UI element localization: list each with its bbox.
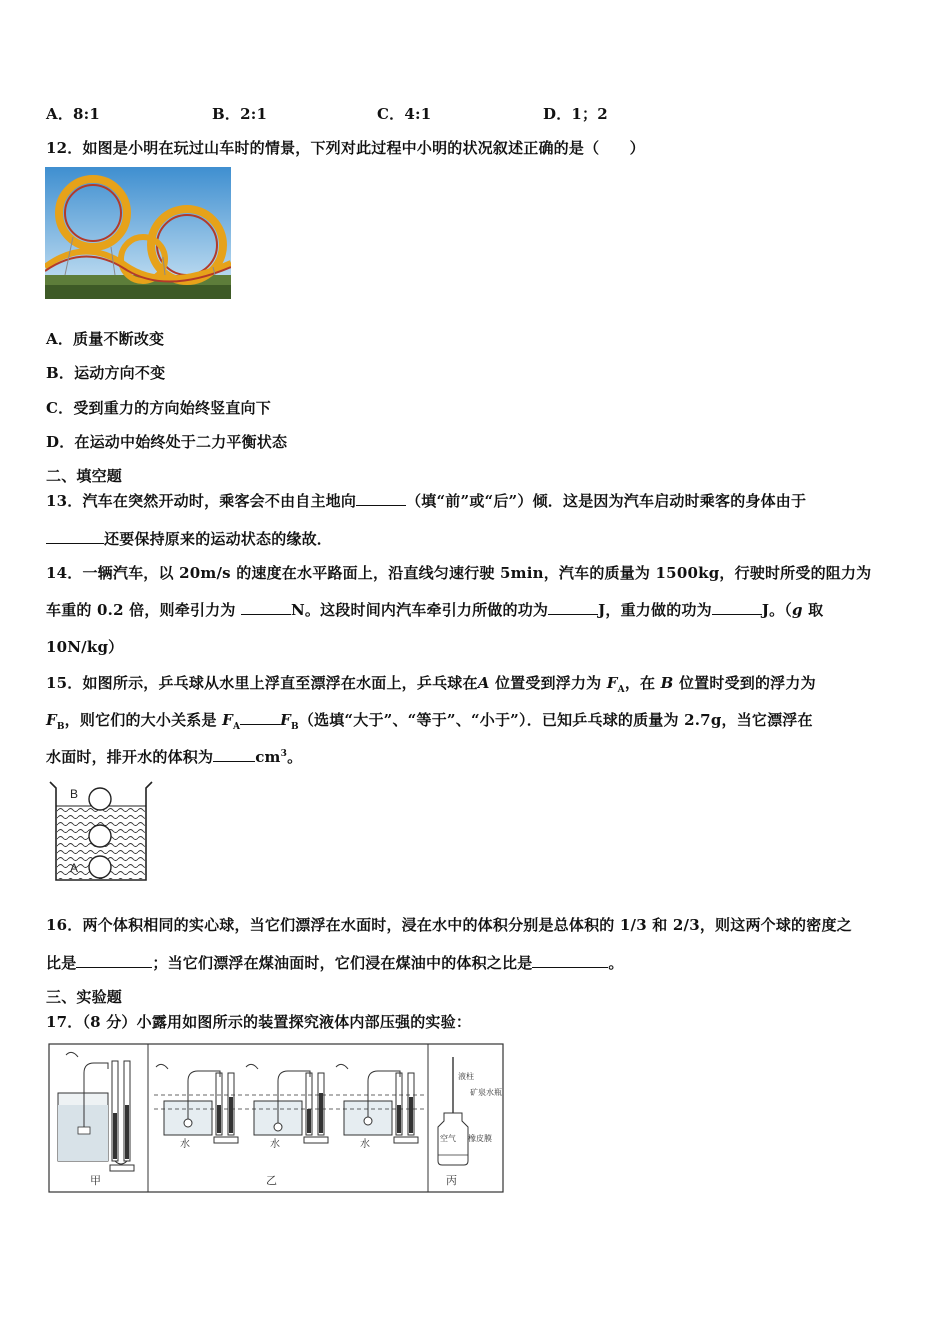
fig-label-jia: 甲 xyxy=(90,1175,101,1187)
q16-line1: 16．两个体积相同的实心球，当它们漂浮在水面时，浸在水中的体积分别是总体积的 1/3 和 2/3，则这两个球的密度之 xyxy=(46,916,852,934)
fig-label-water-3: 水 xyxy=(360,1139,370,1150)
q15-sub-b: B xyxy=(56,722,65,732)
q14-text-a: 车重的 0.2 倍，则牵引力为 xyxy=(46,601,236,619)
q15-line3 xyxy=(46,746,302,767)
q14-text-e: 取 xyxy=(802,601,824,619)
q12-option-c: C．受到重力的方向始终竖直向下 xyxy=(46,399,271,417)
q13-text-c: 还要保持原来的运动状态的缘故． xyxy=(104,530,333,548)
q16-text-c: 。 xyxy=(608,954,624,972)
q15-text-a: 15．如图所示，乒乓球从水里上浮直至漂浮在水面上，乒乓球在 xyxy=(46,674,478,692)
q13-blank-2[interactable] xyxy=(46,529,104,544)
q15-sub-a: A xyxy=(617,685,625,695)
q11-option-a: A．8:1 xyxy=(46,105,101,123)
q14-text-c: J，重力做的功为 xyxy=(598,601,712,619)
q15-text-e: ，则它们的大小关系是 xyxy=(64,711,223,729)
q12-stem: 12．如图是小明在玩过山车时的情景，下列对此过程中小明的状况叙述正确的是（ ） xyxy=(46,139,645,157)
q16-text-a: 比是 xyxy=(46,954,77,972)
q15-line2 xyxy=(46,709,813,732)
q15-f-a: F xyxy=(606,674,618,692)
q11-option-b: B．2:1 xyxy=(212,105,268,123)
fig-label-bing: 丙 xyxy=(446,1175,457,1187)
q16-blank-1[interactable] xyxy=(76,953,152,968)
q15-text-h: 。 xyxy=(287,748,303,766)
q15-line1 xyxy=(46,672,816,695)
q15-text-c: ，在 xyxy=(624,674,661,692)
q15-unit-sup: 3 xyxy=(280,749,288,759)
q16-blank-2[interactable] xyxy=(532,953,608,968)
q12-option-b: B．运动方向不变 xyxy=(46,364,166,382)
q15-f-a2: F xyxy=(222,711,233,729)
beaker-label-b: B xyxy=(70,787,79,801)
fig-label-air: 空气 xyxy=(440,1134,456,1143)
q15-unit: cm xyxy=(255,748,281,766)
q11-options xyxy=(46,103,906,123)
q15-f-b: F xyxy=(46,711,57,729)
pressure-experiment-figure xyxy=(48,1043,504,1193)
section3-title: 三、实验题 xyxy=(46,988,123,1006)
q14-blank-2[interactable] xyxy=(548,600,598,615)
q15-sub-a2: A xyxy=(232,722,241,732)
q15-blank-2[interactable] xyxy=(213,747,255,762)
q14-blank-3[interactable] xyxy=(712,600,762,615)
q15-text-b: 位置受到浮力为 xyxy=(489,674,607,692)
q15-f-b2: F xyxy=(280,711,292,729)
q12-option-d: D．在运动中始终处于二力平衡状态 xyxy=(46,433,288,451)
fig-label-water-2: 水 xyxy=(270,1139,280,1150)
q14-blank-1[interactable] xyxy=(241,600,291,615)
q13-blank-1[interactable] xyxy=(356,491,406,506)
q15-blank-1[interactable] xyxy=(240,710,280,725)
fig-label-water-1: 水 xyxy=(180,1139,190,1150)
q11-option-d: D．1；2 xyxy=(543,105,608,123)
q15-text-g: 水面时，排开水的体积为 xyxy=(46,748,214,766)
q15-sub-b2: B xyxy=(291,722,299,732)
fig-label-liquid-column: 液柱 xyxy=(458,1072,474,1081)
q11-option-c: C．4:1 xyxy=(377,105,432,123)
q14-line2 xyxy=(46,599,823,620)
q16-line2 xyxy=(46,952,624,973)
section2-title: 二、填空题 xyxy=(46,467,123,485)
beaker-figure xyxy=(48,778,154,884)
q14-line1: 14．一辆汽车，以 20m/s 的速度在水平路面上，沿直线匀速行驶 5min，汽车的质量为 1500kg，行驶时所受的阻力为 xyxy=(46,564,872,582)
fig-label-bottle: 矿泉水瓶 xyxy=(470,1088,502,1097)
q14-line3: 10N/kg） xyxy=(46,638,124,656)
fig-label-membrane: 橡皮膜 xyxy=(468,1134,492,1143)
q13-text-b: （填“前”或“后”）倾．这是因为汽车启动时乘客的身体由于 xyxy=(406,492,807,510)
q13-line1 xyxy=(46,490,806,511)
q15-pos-a: A xyxy=(477,674,490,692)
q13-line2 xyxy=(46,528,332,549)
q14-text-d: J。（ xyxy=(761,601,793,619)
q15-pos-b: B xyxy=(660,674,674,692)
q15-text-f: （选填“大于”、“等于”、“小于”）．已知乒乓球的质量为 2.7g，当它漂浮在 xyxy=(298,711,813,729)
q14-g-symbol: g xyxy=(792,601,803,619)
roller-coaster-photo xyxy=(45,167,231,299)
fig-label-yi: 乙 xyxy=(266,1175,277,1187)
q14-text-b: N。这段时间内汽车牵引力所做的功为 xyxy=(290,601,549,619)
q17-stem: 17．（8 分）小露用如图所示的装置探究液体内部压强的实验： xyxy=(46,1013,472,1031)
q12-option-a: A．质量不断改变 xyxy=(46,330,165,348)
q13-text-a: 13．汽车在突然开动时，乘客会不由自主地向 xyxy=(46,492,357,510)
q16-text-b: ；当它们漂浮在煤油面时，它们浸在煤油中的体积之比是 xyxy=(152,954,533,972)
q15-text-d: 位置时受到的浮力为 xyxy=(673,674,816,692)
beaker-label-a: A xyxy=(70,861,79,875)
